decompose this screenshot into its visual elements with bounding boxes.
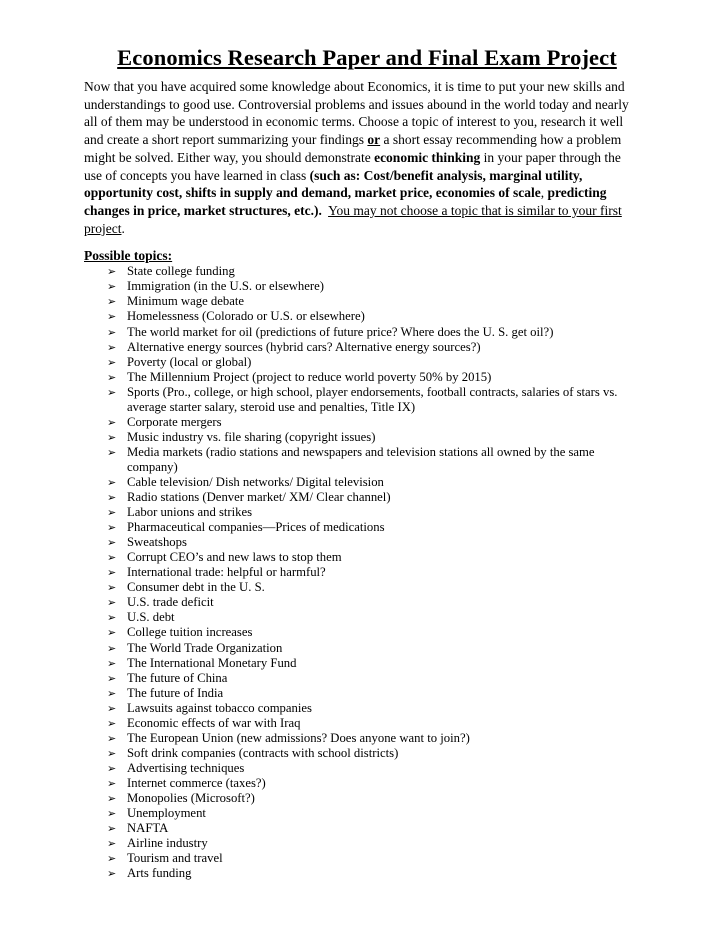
arrow-bullet-icon: ➢ [107,776,117,790]
list-item [84,264,642,279]
list-item [84,776,642,791]
intro-end: . [121,220,125,236]
intro-restriction-note: You may not choose a topic that is similar to your first project [84,202,622,236]
arrow-bullet-icon: ➢ [107,536,117,550]
list-item [84,415,642,430]
list-item [84,836,642,851]
topic-text: Poverty (local or global) [127,354,252,369]
arrow-bullet-icon: ➢ [107,295,117,309]
intro-economic-thinking: economic thinking [374,149,481,165]
list-item [84,595,642,610]
list-item [84,791,642,806]
list-item [84,445,642,475]
list-item [84,656,642,671]
list-item [84,821,642,836]
arrow-bullet-icon: ➢ [107,265,117,279]
arrow-bullet-icon: ➢ [107,716,117,730]
topic-text: Homelessness (Colorado or U.S. or elsewhere) [127,309,365,324]
topic-text: Lawsuits against tobacco companies [127,700,312,715]
topic-text: Immigration (in the U.S. or elsewhere) [127,279,324,294]
arrow-bullet-icon: ➢ [107,445,117,459]
topic-text: Unemployment [127,806,206,821]
list-item [84,851,642,866]
topic-text: Monopolies (Microsoft?) [127,790,255,805]
list-item [84,385,642,415]
list-item [84,370,642,385]
list-item [84,686,642,701]
topic-text: Minimum wage debate [127,294,244,309]
intro-text-2: a short essay recommending how a problem might be solved. Either way, you should demonstrate [84,132,622,165]
arrow-bullet-icon: ➢ [107,521,117,535]
list-item [84,761,642,776]
arrow-bullet-icon: ➢ [107,280,117,294]
arrow-bullet-icon: ➢ [107,626,117,640]
intro-concepts-list: (such as: Cost/benefit analysis, marginal utility, opportunity cost, shifts in supply and demand, market price, economies of scale [84,167,583,201]
topic-text: Economic effects of war with Iraq [127,715,301,730]
arrow-bullet-icon: ➢ [107,807,117,821]
arrow-bullet-icon: ➢ [107,430,117,444]
topic-text: Consumer debt in the U. S. [127,580,265,595]
arrow-bullet-icon: ➢ [107,566,117,580]
arrow-bullet-icon: ➢ [107,370,117,384]
arrow-bullet-icon: ➢ [107,506,117,520]
list-item [84,641,642,656]
topic-text: College tuition increases [127,625,253,640]
list-item [84,294,642,309]
list-item [84,565,642,580]
arrow-bullet-icon: ➢ [107,852,117,866]
topic-text: Corporate mergers [127,414,222,429]
arrow-bullet-icon: ➢ [107,656,117,670]
intro-text-1: Now that you have acquired some knowledge about Economics, it is time to put your new skills and understandings to good use. Controversial problems and issues abound in the world today and nearly all of them may be understood in economic terms. Choose a topic of interest to you, research it well and create a short report summarizing your findings [84,79,629,148]
topic-text: Sweatshops [127,535,187,550]
topic-text: U.S. debt [127,610,175,625]
list-item [84,580,642,595]
intro-text-3: in your paper through the use of concepts you have learned in class [84,149,621,183]
topic-text: Airline industry [127,836,208,851]
topic-text: Music industry vs. file sharing (copyright issues) [127,429,376,444]
list-item [84,625,642,640]
topic-text: Arts funding [127,866,192,881]
arrow-bullet-icon: ➢ [107,701,117,715]
list-item [84,731,642,746]
arrow-bullet-icon: ➢ [107,671,117,685]
topic-text: Pharmaceutical companies—Prices of medications [127,520,385,535]
topic-text: Radio stations (Denver market/ XM/ Clear channel) [127,490,391,505]
topic-text: The future of China [127,670,228,685]
list-item [84,716,642,731]
topic-text: Internet commerce (taxes?) [127,775,266,790]
topic-text: The world market for oil (predictions of future price? Where does the U. S. get oil?) [127,324,554,339]
list-item [84,746,642,761]
list-item [84,866,642,881]
topic-text: Alternative energy sources (hybrid cars? Alternative energy sources?) [127,339,481,354]
arrow-bullet-icon: ➢ [107,355,117,369]
topic-text: The future of India [127,685,224,700]
list-item [84,340,642,355]
topic-text: Labor unions and strikes [127,505,253,520]
list-item [84,701,642,716]
topic-text: Cable television/ Dish networks/ Digital television [127,474,384,489]
topic-text: The Millennium Project (project to reduce world poverty 50% by 2015) [127,369,492,384]
topic-text: The World Trade Organization [127,640,283,655]
arrow-bullet-icon: ➢ [107,837,117,851]
list-item [84,671,642,686]
list-item [84,475,642,490]
arrow-bullet-icon: ➢ [107,867,117,881]
arrow-bullet-icon: ➢ [107,325,117,339]
list-item [84,355,642,370]
arrow-bullet-icon: ➢ [107,581,117,595]
list-item [84,806,642,821]
topic-text: Advertising techniques [127,760,245,775]
arrow-bullet-icon: ➢ [107,746,117,760]
arrow-bullet-icon: ➢ [107,551,117,565]
topic-text: Tourism and travel [127,851,223,866]
topic-text: International trade: helpful or harmful? [127,565,326,580]
arrow-bullet-icon: ➢ [107,415,117,429]
page-title: Economics Research Paper and Final Exam Project [117,45,617,70]
topic-text: The International Monetary Fund [127,655,297,670]
topic-text: U.S. trade deficit [127,595,214,610]
arrow-bullet-icon: ➢ [107,491,117,505]
arrow-bullet-icon: ➢ [107,611,117,625]
arrow-bullet-icon: ➢ [107,822,117,836]
topic-text: Media markets (radio stations and newspapers and television stations all owned by the same company) [127,444,595,474]
arrow-bullet-icon: ➢ [107,475,117,489]
list-item [84,520,642,535]
list-item [84,505,642,520]
topic-text: Corrupt CEO’s and new laws to stop them [127,550,342,565]
arrow-bullet-icon: ➢ [107,385,117,399]
list-item [84,279,642,294]
list-item [84,430,642,445]
topic-text: The European Union (new admissions? Does anyone want to join?) [127,730,470,745]
arrow-bullet-icon: ➢ [107,641,117,655]
topic-text: State college funding [127,264,235,279]
topic-list [84,264,642,881]
list-item [84,309,642,324]
topic-text: Soft drink companies (contracts with school districts) [127,745,399,760]
intro-comma: , [540,185,548,201]
list-item [84,535,642,550]
intro-or-emphasis: or [367,132,381,148]
list-item [84,610,642,625]
arrow-bullet-icon: ➢ [107,310,117,324]
arrow-bullet-icon: ➢ [107,340,117,354]
arrow-bullet-icon: ➢ [107,761,117,775]
list-item [84,325,642,340]
topic-text: NAFTA [127,821,169,836]
intro-paragraph [84,78,642,237]
intro-concepts-list-2: predicting changes in price, market structures, etc.). [84,185,607,218]
topics-heading: Possible topics: [84,248,173,264]
list-item [84,550,642,565]
arrow-bullet-icon: ➢ [107,596,117,610]
arrow-bullet-icon: ➢ [107,731,117,745]
arrow-bullet-icon: ➢ [107,791,117,805]
arrow-bullet-icon: ➢ [107,686,117,700]
topic-text: Sports (Pro., college, or high school, player endorsements, football contracts, salaries of stars vs. average starter salary, steroid use and penalties, Title IX) [127,384,618,414]
list-item [84,490,642,505]
